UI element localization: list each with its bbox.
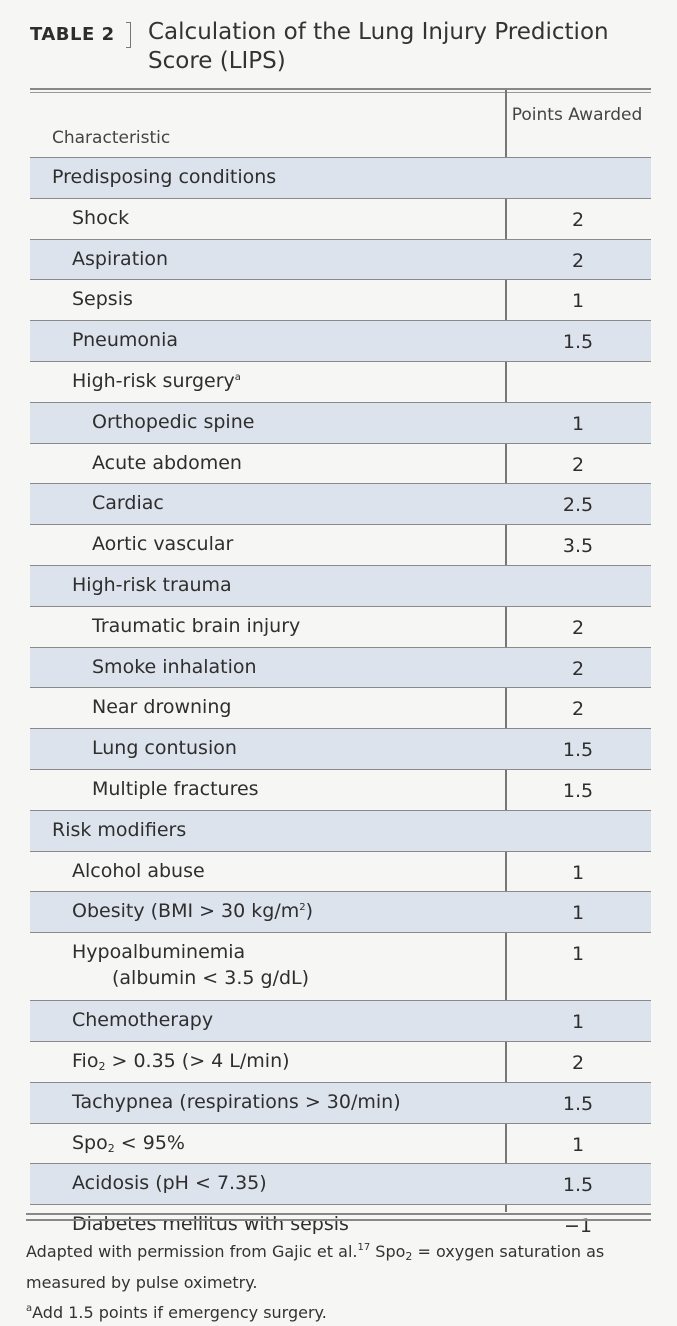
row-label	[92, 492, 164, 514]
row-label-continuation: (albumin < 3.5 g/dL)	[112, 967, 310, 990]
row-label-text: Diabetes mellitus with sepsis	[72, 1213, 349, 1236]
row-points: 2.5	[562, 494, 594, 517]
row-label-text: Sepsis	[72, 288, 133, 311]
row-label	[92, 452, 242, 474]
row-points: 1	[571, 902, 585, 925]
row-label-text: Multiple fractures	[92, 777, 259, 800]
row-points: 1	[571, 290, 585, 313]
row-points: 1	[571, 861, 585, 884]
row-label	[72, 860, 205, 882]
top-rule-thin	[30, 92, 651, 93]
row-points: 2	[571, 698, 585, 721]
row-label	[52, 166, 276, 188]
row-label-text: > 0.35 (> 4 L/min)	[105, 1049, 290, 1072]
row-points: 1	[571, 412, 585, 435]
row-label	[72, 1172, 267, 1194]
table-row	[30, 279, 651, 320]
row-points: 2	[571, 208, 585, 231]
footnote-a	[26, 1296, 657, 1326]
row-label	[72, 207, 129, 229]
row-label-text: Pneumonia	[72, 329, 178, 352]
footnote-text: Spo	[370, 1242, 406, 1261]
bottom-rule	[26, 1213, 651, 1215]
table-row	[30, 1123, 651, 1164]
row-label-text: Shock	[72, 206, 130, 229]
row-label-text: Fio	[72, 1049, 99, 1072]
row-label-superscript: 2	[299, 902, 306, 914]
table-row	[30, 483, 651, 524]
row-label	[72, 1091, 401, 1113]
table-number: TABLE 2	[30, 24, 115, 45]
row-label-text: )	[305, 900, 314, 923]
table-row	[30, 647, 651, 688]
table-row	[30, 198, 651, 239]
table-row	[30, 565, 651, 606]
row-points: 1.5	[562, 739, 594, 762]
top-rule	[30, 88, 651, 90]
table-body	[30, 157, 651, 1245]
row-points: 1	[571, 1133, 585, 1156]
table-footnotes	[26, 1235, 657, 1326]
row-label	[72, 1009, 213, 1031]
row-label	[92, 615, 300, 637]
row-label-text: Lung contusion	[92, 737, 237, 760]
row-label	[72, 574, 232, 596]
row-label-text: Acidosis (pH < 7.35)	[72, 1172, 267, 1195]
table-row	[30, 891, 651, 932]
table-title: Calculation of the Lung Injury Prediction Score (LIPS)	[148, 19, 609, 74]
row-label	[72, 370, 241, 392]
table-header	[30, 18, 657, 88]
row-points: 2	[571, 616, 585, 639]
table-row	[30, 157, 651, 198]
row-label	[72, 1050, 290, 1073]
footnote-source	[26, 1235, 657, 1296]
row-label	[72, 329, 178, 351]
table-row	[30, 524, 651, 565]
table-row	[30, 1082, 651, 1123]
table-row	[30, 1041, 651, 1082]
table-row	[30, 810, 651, 851]
footnote-text: Adapted with permission from Gajic et al.	[26, 1242, 358, 1261]
row-label-text: Tachypnea (respirations > 30/min)	[72, 1090, 401, 1113]
row-points: 1.5	[562, 1174, 594, 1197]
row-label-text: Orthopedic spine	[92, 410, 255, 433]
row-points: 3.5	[562, 535, 594, 558]
row-label-text: Near drowning	[92, 696, 232, 719]
row-label	[72, 248, 168, 270]
row-label-text: Spo	[72, 1131, 108, 1154]
row-label-subscript: 2	[107, 1141, 115, 1155]
row-label	[72, 288, 133, 310]
row-label	[92, 656, 257, 678]
row-points: 2	[571, 1051, 585, 1074]
row-points: 2	[571, 453, 585, 476]
table-row	[30, 361, 651, 402]
row-label	[72, 900, 313, 922]
row-label-text: High-risk trauma	[72, 573, 232, 596]
row-points: 1	[571, 1011, 585, 1034]
row-points: 2	[571, 657, 585, 680]
row-label	[92, 696, 231, 718]
footnote-text: Add 1.5 points if emergency surgery.	[32, 1303, 327, 1322]
row-points: 1.5	[562, 779, 594, 802]
row-label	[72, 941, 309, 989]
footnote-reference: 17	[357, 1242, 371, 1253]
table-row	[30, 728, 651, 769]
row-points: 1.5	[562, 1092, 594, 1115]
row-label	[52, 819, 186, 841]
table-row	[30, 687, 651, 728]
row-label-subscript: 2	[98, 1059, 106, 1073]
table-row	[30, 320, 651, 361]
column-header-points: Points Awarded	[511, 105, 643, 125]
row-label-text: Aortic vascular	[92, 533, 234, 556]
column-headers	[30, 94, 651, 156]
footnote-subscript: 2	[405, 1250, 413, 1263]
row-label-text: Cardiac	[92, 492, 164, 515]
row-label-text: Acute abdomen	[92, 451, 242, 474]
row-label-text: Aspiration	[72, 247, 169, 270]
row-label-text: < 95%	[114, 1131, 185, 1154]
row-label	[72, 1132, 185, 1155]
bottom-rule-double	[26, 1219, 651, 1221]
table-row	[30, 1163, 651, 1204]
row-label-text: Obesity (BMI > 30 kg/m	[72, 900, 300, 923]
row-label	[92, 533, 233, 555]
row-points: 2	[571, 249, 585, 272]
row-label-text: Alcohol abuse	[72, 859, 205, 882]
row-label-text: Risk modifiers	[52, 818, 187, 841]
table-row	[30, 932, 651, 1000]
table-row	[30, 606, 651, 647]
table-row	[30, 239, 651, 280]
row-label	[92, 411, 254, 433]
table-row	[30, 443, 651, 484]
title-bracket	[126, 22, 131, 48]
footnote-mark: a	[26, 1303, 33, 1314]
row-label-text: High-risk surgery	[72, 369, 235, 392]
row-label-text: Predisposing conditions	[52, 166, 277, 188]
table-row	[30, 769, 651, 810]
row-label	[92, 778, 259, 800]
table-row	[30, 851, 651, 892]
table-row	[30, 402, 651, 443]
column-header-characteristic: Characteristic	[52, 128, 171, 148]
row-points: −1	[563, 1215, 592, 1238]
row-label-text: Traumatic brain injury	[92, 614, 301, 637]
row-label	[72, 1213, 349, 1235]
row-label-text: Smoke inhalation	[92, 655, 257, 678]
footnote-text: = oxygen saturation as measured by pulse oximetry.	[26, 1242, 605, 1292]
table-row	[30, 1000, 651, 1041]
row-label	[92, 737, 237, 759]
row-points: 1	[571, 943, 585, 966]
row-label-text: Hypoalbuminemia	[72, 941, 246, 964]
row-label-text: Chemotherapy	[72, 1009, 214, 1032]
row-points: 1.5	[562, 331, 594, 354]
row-label-superscript: a	[234, 371, 241, 383]
